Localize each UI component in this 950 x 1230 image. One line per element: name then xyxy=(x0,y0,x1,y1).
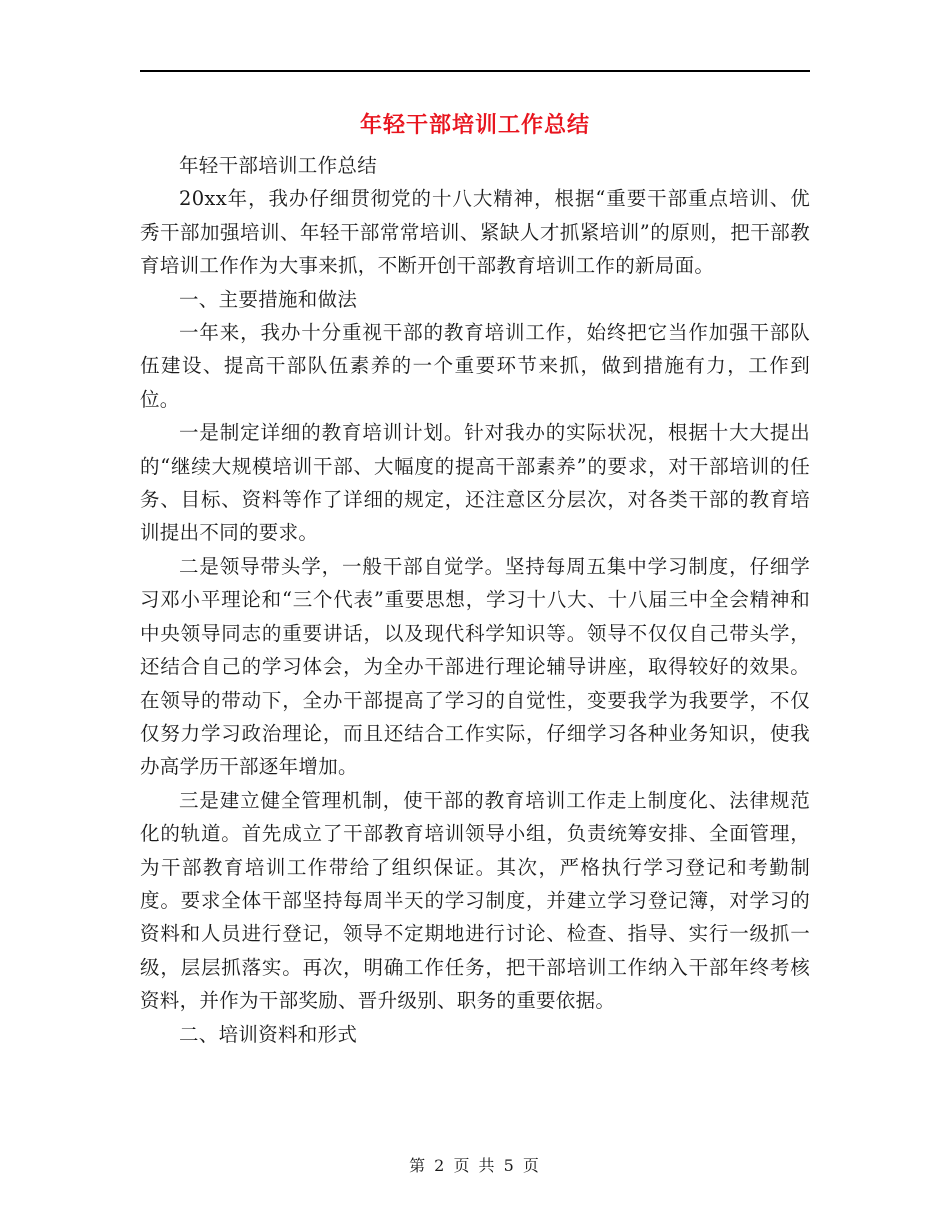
document-title: 年轻干部培训工作总结 xyxy=(359,113,590,138)
paragraph-mechanism: 三是建立健全管理机制，使干部的教育培训工作走上制度化、法律规范化的轨道。首先成立了干部教育培训领导小组，负责统筹安排、全面管理，为干部教育培训工作带给了组织保证。其次，严格执行学习登记和考勤制度。要求全体干部坚持每周半天的学习制度，并建立学习登记簿，对学习的资料和人员进行登记，领导不定期地进行讨论、检查、指导、实行一级抓一级，层层抓落实。再次，明确工作任务，把干部培训工作纳入干部年终考核资料，并作为干部奖励、晋升级别、职务的重要依据。 xyxy=(140,788,810,1013)
section-heading-content: 二、培训资料和形式 xyxy=(179,1022,358,1046)
paragraph-leadership: 二是领导带头学，一般干部自觉学。坚持每周五集中学习制度，仔细学习邓小平理论和“三个代表”重要思想，学习十八大、十八届三中全会精神和中央领导同志的重要讲话，以及现代科学知识等。领导不仅仅自己带头学，还结合自己的学习体会，为全办干部进行理论辅导讲座，取得较好的效果。在领导的带动下，全办干部提高了学习的自觉性，变要我学为我要学，不仅仅努力学习政治理论，而且还结合工作实际，仔细学习各种业务知识，使我办高学历干部逐年增加。 xyxy=(140,554,810,779)
paragraph-overview: 一年来，我办十分重视干部的教育培训工作，始终把它当作加强干部队伍建设、提高干部队伍素养的一个重要环节来抓，做到措施有力，工作到位。 xyxy=(140,321,810,411)
header-rule xyxy=(140,70,810,72)
section-heading-measures: 一、主要措施和做法 xyxy=(179,287,358,311)
page-number: 第 2 页 共 5 页 xyxy=(409,1156,541,1175)
paragraph-intro: 20xx年，我办仔细贯彻党的十八大精神，根据“重要干部重点培训、优秀干部加强培训、年轻干部常常培训、紧缺人才抓紧培训”的原则，把干部教育培训工作作为大事来抓，不断开创干部教育培训工作的新局面。 xyxy=(140,187,810,278)
paragraph-plan: 一是制定详细的教育培训计划。针对我办的实际状况，根据十大大提出的“继续大规模培训干部、大幅度的提高干部素养”的要求，对干部培训的任务、目标、资料等作了详细的规定，还注意区分层次，对各类干部的教育培训提出不同的要求。 xyxy=(140,421,810,545)
document-body xyxy=(140,149,810,1051)
paragraph-subtitle: 年轻干部培训工作总结 xyxy=(179,154,378,177)
